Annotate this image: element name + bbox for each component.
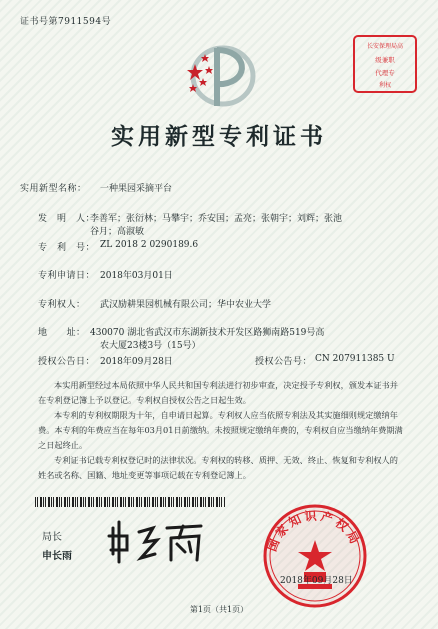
address-label: 地 址： [38,328,86,338]
director-title: 局长 [42,532,62,543]
cnipa-emblem-icon [175,40,265,110]
svg-text:国家知识产权局: 国家知识产权局 [264,508,364,554]
barcode [35,497,225,507]
inventor-line-1: 李善军；张衍林；马攀宇；乔安国；孟亮；张朝宇；刘辉；张池 [90,214,343,224]
director-signature [105,518,215,568]
director-name: 申长雨 [42,551,72,562]
svg-text:长安保理局高: 长安保理局高 [366,43,404,50]
page-footer: 第1页（共1页） [189,605,249,614]
inventor-line-2: 谷月；高淑敏 [90,227,145,237]
patentee-value: 武汉励耕果园机械有限公司；华中农业大学 [100,300,272,310]
application-date-value: 2018年03月01日 [100,271,173,281]
svg-text:代理专: 代理专 [375,69,395,77]
address-line-1: 430070 湖北省武汉市东湖新技术开发区路狮南路519号高 [90,328,325,338]
application-date-label: 专利申请日： [38,271,96,281]
grant-number-label: 授权公告号： [255,357,313,367]
paragraph-3: 专利证书记载专利权登记时的法律状况。专利权的转移、质押、无效、终止、恢复和专利权人的姓名或名称、国籍、地址变更等事项记载在专利登记簿上。 [38,455,398,480]
svg-text:级兼职: 级兼职 [375,56,395,64]
name-value: 一种果园采摘平台 [100,184,173,194]
grant-number-value: CN 207911385 U [315,354,395,364]
name-label: 实用新型名称： [20,184,87,194]
address-line-2: 农大厦23楼3号（15号） [100,341,201,351]
certificate-title: 实用新型专利证书 [111,124,327,150]
official-seal-icon [250,500,380,610]
paragraph-2: 本专利的专利权期限为十年，自申请日起算。专利权人应当依照专利法及其实施细则规定缴纳年费。本专利的年费应当在每年03月01日前缴纳。未按照规定缴纳年费的，专利权自应当缴纳年费期满之日起终止。 [38,410,403,450]
svg-text:利权: 利权 [378,82,392,89]
seal-date: 2018年09月28日 [280,576,353,586]
paragraph-1: 本实用新型经过本局依照中华人民共和国专利法进行初步审查，决定授予专利权，颁发本证书并在专利登记簿上予以登记。专利权自授权公告之日起生效。 [38,380,398,405]
patentee-label: 专利权人： [38,300,86,310]
patent-number-value: ZL 2018 2 0290189.6 [100,240,199,250]
certificate-serial: 证书号第7911594号 [20,17,112,27]
top-right-stamp [352,34,418,94]
grant-date-label: 授权公告日： [38,357,96,367]
grant-date-value: 2018年09月28日 [100,357,173,367]
inventor-label: 发 明 人： [38,214,96,224]
patent-number-label: 专 利 号： [38,243,96,253]
